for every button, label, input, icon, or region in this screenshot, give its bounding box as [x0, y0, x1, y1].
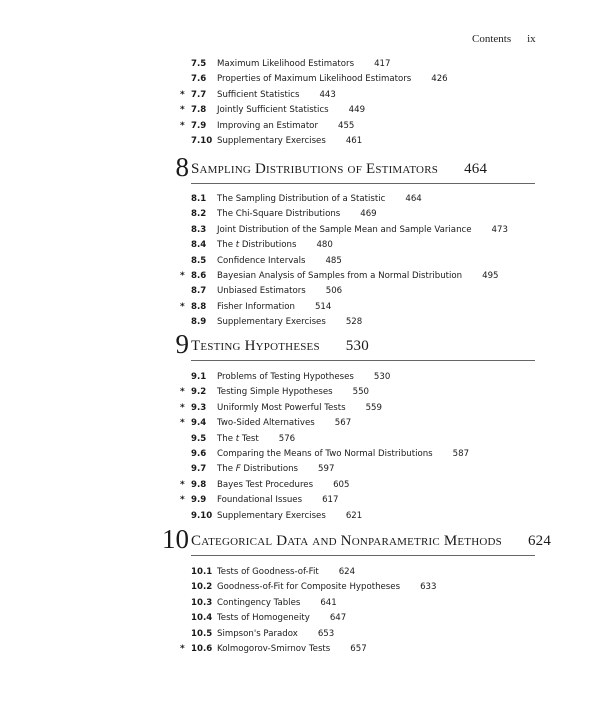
- section-title[interactable]: Maximum Likelihood Estimators: [217, 59, 355, 69]
- chapter-title-line: [191, 161, 487, 178]
- section-number: 9.1: [191, 372, 207, 382]
- section-title-line: [217, 300, 331, 315]
- section-title-line: [217, 385, 369, 400]
- section-number: 10.2: [191, 582, 213, 593]
- section-number: 9.5: [191, 433, 207, 444]
- section-page: 550: [352, 387, 370, 398]
- section-number: 9.9: [191, 495, 207, 506]
- section-page: 464: [405, 194, 422, 204]
- section-number: 7.7: [191, 89, 207, 100]
- section-number: 8.8: [191, 301, 207, 312]
- section-page: 587: [452, 448, 470, 459]
- optional-section-star-icon: *: [180, 301, 185, 312]
- optional-section-star-icon: *: [180, 418, 185, 429]
- section-number: 9.8: [191, 479, 207, 490]
- chapter-heading: [144, 516, 552, 556]
- section-page: 417: [374, 59, 391, 69]
- section-title[interactable]: Fisher Information: [217, 301, 295, 312]
- section-number: 8.2: [191, 209, 207, 220]
- chapter-page: 624: [527, 533, 552, 549]
- section-page: 641: [320, 597, 337, 608]
- section-title[interactable]: Uniformly Most Powerful Tests: [217, 402, 346, 413]
- section-title[interactable]: Testing Simple Hypotheses: [217, 387, 333, 398]
- section-number: 9.7: [191, 464, 207, 475]
- section-number: 10.1: [191, 567, 213, 577]
- section-number: 8.3: [191, 224, 207, 235]
- section-page: 485: [325, 255, 342, 266]
- section-page: 473: [491, 224, 508, 235]
- section-title[interactable]: Contingency Tables: [217, 597, 301, 608]
- section-number: 10.4: [191, 613, 213, 624]
- section-title-line: [217, 478, 349, 493]
- section-number: 7.5: [191, 59, 207, 69]
- chapter-page: 464: [464, 161, 488, 177]
- section-title-line: [217, 627, 334, 642]
- section-title[interactable]: Two-Sided Alternatives: [217, 418, 315, 429]
- chapter-number: 8: [175, 152, 189, 182]
- section-title-line: [217, 103, 365, 118]
- section-number: 8.5: [191, 255, 207, 266]
- section-page: 567: [334, 418, 352, 429]
- section-page: 530: [373, 372, 391, 382]
- section-title-line: [217, 416, 351, 431]
- optional-section-star-icon: *: [180, 402, 185, 413]
- section-title-line: [217, 493, 338, 508]
- section-title-line: [217, 432, 295, 447]
- section-title[interactable]: Joint Distribution of the Sample Mean and Sample Variance: [217, 224, 472, 235]
- section-title-line: [217, 401, 382, 416]
- section-title[interactable]: Jointly Sufficient Statistics: [217, 105, 329, 116]
- section-title[interactable]: The F Distributions: [217, 464, 299, 475]
- section-title-line: [217, 611, 346, 626]
- section-title[interactable]: Sufficient Statistics: [217, 89, 300, 100]
- section-title[interactable]: Supplementary Exercises: [217, 135, 326, 146]
- section-title-line: [217, 596, 337, 611]
- section-page: 455: [337, 120, 355, 131]
- section-title[interactable]: Bayesian Analysis of Samples from a Normal Distribution: [217, 270, 463, 281]
- chapter-rule: [191, 183, 535, 184]
- optional-section-star-icon: *: [180, 495, 185, 506]
- section-page: 633: [420, 582, 437, 593]
- section-page: 426: [431, 74, 448, 85]
- section-number: 9.4: [191, 418, 207, 429]
- section-title[interactable]: Supplementary Exercises: [217, 317, 326, 328]
- section-title[interactable]: Unbiased Estimators: [217, 286, 306, 297]
- running-head: [472, 33, 536, 45]
- section-title[interactable]: Improving an Estimator: [217, 120, 318, 131]
- section-title-line: [217, 72, 448, 87]
- section-title-line: [217, 447, 469, 462]
- chapter-title-line: [191, 338, 369, 355]
- section-title[interactable]: Supplementary Exercises: [217, 510, 326, 521]
- section-title-line: [217, 119, 354, 134]
- section-title[interactable]: The t Test: [217, 433, 259, 444]
- italic-symbol: t: [235, 433, 240, 444]
- section-title[interactable]: The Chi-Square Distributions: [217, 209, 341, 220]
- section-title-line: [217, 223, 508, 238]
- chapter-title: Sampling Distributions of Estimators: [191, 161, 439, 177]
- chapter-heading: [144, 144, 535, 184]
- section-page: 576: [278, 433, 296, 444]
- section-page: 469: [360, 209, 377, 220]
- section-title-line: [217, 642, 367, 657]
- section-title-line: [217, 565, 355, 580]
- section-page: 657: [350, 643, 367, 654]
- section-title-line: [217, 284, 342, 299]
- chapter-number: 9: [175, 329, 189, 359]
- chapter-title-line: [191, 533, 551, 550]
- chapter-title: Categorical Data and Nonparametric Methods: [191, 533, 502, 549]
- section-number: 9.6: [191, 448, 207, 459]
- section-number: 9.10: [191, 510, 213, 521]
- chapter-rule: [191, 555, 535, 556]
- section-title[interactable]: Confidence Intervals: [217, 255, 306, 266]
- running-head-label: Contents: [472, 33, 512, 45]
- section-number: 8.7: [191, 286, 207, 297]
- section-number: 9.2: [191, 387, 207, 398]
- section-title-line: [217, 580, 436, 595]
- section-number: 10.3: [191, 597, 213, 608]
- section-title-line: [217, 370, 390, 385]
- chapter-page: 530: [345, 338, 369, 354]
- section-number: 7.8: [191, 105, 207, 116]
- section-title[interactable]: Tests of Goodness-of-Fit: [217, 567, 319, 577]
- section-number: 8.4: [191, 240, 207, 251]
- section-number: 7.6: [191, 74, 207, 85]
- chapter-rule: [191, 360, 535, 361]
- section-page: 621: [345, 510, 363, 521]
- section-number: 9.3: [191, 402, 207, 413]
- section-title[interactable]: Problems of Testing Hypotheses: [217, 372, 354, 382]
- optional-section-star-icon: *: [180, 387, 185, 398]
- section-title-line: [217, 269, 499, 284]
- section-title[interactable]: Tests of Homogeneity: [217, 613, 310, 624]
- section-title-line: [217, 57, 390, 72]
- section-number: 10.6: [191, 643, 213, 654]
- section-title[interactable]: The t Distributions: [217, 240, 297, 251]
- section-page: 480: [316, 240, 333, 251]
- section-page: 605: [333, 479, 350, 490]
- optional-section-star-icon: *: [180, 643, 185, 654]
- section-page: 461: [345, 135, 363, 146]
- section-number: 10.5: [191, 628, 213, 639]
- section-title[interactable]: Foundational Issues: [217, 495, 303, 506]
- page-folio: ix: [527, 33, 536, 45]
- chapter-number: 10: [162, 524, 189, 554]
- section-page: 495: [482, 270, 499, 281]
- section-title-line: [217, 238, 333, 253]
- section-title-line: [217, 254, 342, 269]
- section-page: 597: [318, 464, 335, 475]
- section-page: 559: [365, 402, 382, 413]
- optional-section-star-icon: *: [180, 479, 185, 490]
- section-number: 8.6: [191, 270, 207, 281]
- section-page: 449: [348, 105, 366, 116]
- section-number: 7.9: [191, 120, 207, 131]
- italic-symbol: t: [235, 240, 240, 251]
- optional-section-star-icon: *: [180, 270, 185, 281]
- section-page: 617: [322, 495, 339, 506]
- section-number: 8.9: [191, 317, 207, 328]
- optional-section-star-icon: *: [180, 105, 185, 116]
- section-page: 653: [317, 628, 335, 639]
- italic-symbol: F: [235, 464, 241, 475]
- section-title[interactable]: Simpson's Paradox: [217, 628, 298, 639]
- section-title[interactable]: The Sampling Distribution of a Statistic: [217, 194, 386, 204]
- section-page: 506: [325, 286, 343, 297]
- section-title[interactable]: Bayes Test Procedures: [217, 479, 314, 490]
- section-number: 7.10: [191, 135, 213, 146]
- section-page: 443: [319, 89, 336, 100]
- optional-section-star-icon: *: [180, 89, 185, 100]
- section-title-line: [217, 88, 336, 103]
- section-title[interactable]: Goodness-of-Fit for Composite Hypotheses: [217, 582, 401, 593]
- section-title[interactable]: Comparing the Means of Two Normal Distributions: [217, 448, 433, 459]
- section-page: 647: [329, 613, 347, 624]
- optional-section-star-icon: *: [180, 120, 185, 131]
- section-title-line: [217, 462, 334, 477]
- section-title[interactable]: Kolmogorov-Smirnov Tests: [217, 643, 331, 654]
- section-page: 514: [314, 301, 332, 312]
- section-page: 528: [345, 317, 363, 328]
- section-number: 8.1: [191, 194, 207, 204]
- section-title-line: [217, 192, 422, 207]
- chapter-heading: [144, 321, 535, 361]
- section-page: 624: [338, 567, 356, 577]
- section-title-line: [217, 207, 377, 222]
- chapter-title: Testing Hypotheses: [191, 338, 320, 354]
- section-title[interactable]: Properties of Maximum Likelihood Estimators: [217, 74, 412, 85]
